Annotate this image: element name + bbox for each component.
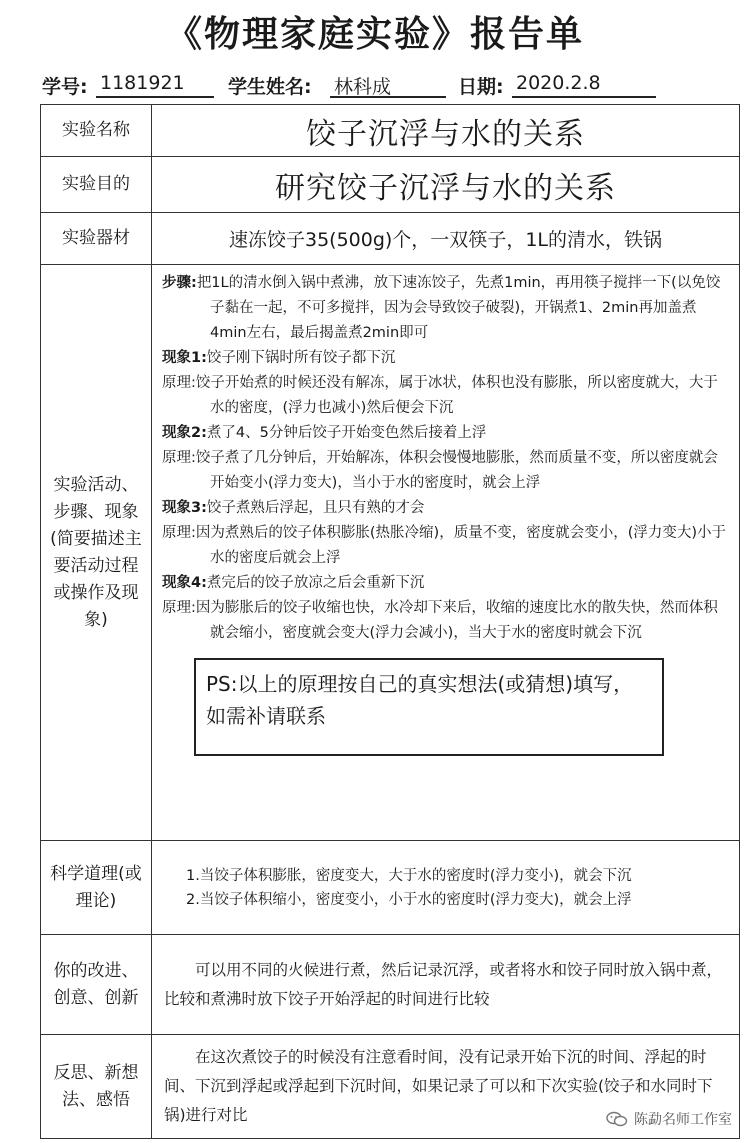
activity-content: [152, 265, 740, 841]
wechat-icon: [606, 1111, 628, 1127]
principle-text: 因为煮熟后的饺子体积膨胀(热胀冷缩)，质量不变，密度就会变小，(浮力变大)小于水的密度后就会上浮: [195, 525, 727, 566]
phenomenon-1: [162, 346, 729, 371]
row-experiment-purpose: [41, 157, 740, 213]
phenomenon-label: 现象1:: [162, 350, 207, 366]
theory-item: 2.当饺子体积缩小，密度变小，小于水的密度时(浮力变大)，就会上浮: [186, 891, 632, 908]
phenomenon-2: [162, 421, 729, 446]
label-activity: 实验活动、步骤、现象(简要描述主要活动过程或操作及现象): [41, 265, 152, 841]
label-experiment-name: 实验名称: [41, 105, 152, 157]
row-experiment-name: [41, 105, 740, 157]
phenomenon-text: 饺子刚下锅时所有饺子都下沉: [206, 350, 396, 366]
student-name-label: 学生姓名:: [228, 76, 312, 98]
equipment: 速冻饺子35(500g)个，一双筷子，1L的清水，铁锅: [152, 213, 740, 265]
theory-content: [152, 841, 740, 935]
principle-3: [162, 521, 729, 571]
phenomenon-label: 现象4:: [162, 575, 207, 591]
watermark-text: 陈勐名师工作室: [634, 1112, 732, 1128]
principle-label: 原理:: [162, 450, 196, 466]
principle-label: 原理:: [162, 525, 196, 541]
improvement-text: 可以用不同的火候进行煮，然后记录沉浮，或者将水和饺子同时放入锅中煮，比较和煮沸时放下饺子开始浮起的时间进行比较: [152, 935, 740, 1035]
steps-label: 步骤:: [162, 275, 197, 291]
row-activity: [41, 265, 740, 841]
student-id: 1181921: [96, 72, 214, 98]
steps: [162, 271, 729, 346]
phenomenon-4: [162, 571, 729, 596]
phenomenon-text: 煮了4、5分钟后饺子开始变色然后接着上浮: [206, 425, 487, 441]
label-experiment-purpose: 实验目的: [41, 157, 152, 213]
date-label: 日期:: [458, 76, 504, 98]
experiment-purpose: 研究饺子沉浮与水的关系: [152, 157, 740, 213]
label-equipment: 实验器材: [41, 213, 152, 265]
watermark: [606, 1109, 732, 1129]
principle-4: [162, 596, 729, 646]
phenomenon-3: [162, 496, 729, 521]
principle-text: 饺子煮了几分钟后，开始解冻，体积会慢慢地膨胀，然而质量不变，所以密度就会开始变小(浮力变大)，当小于水的密度时，就会上浮: [195, 450, 718, 491]
label-improvement: 你的改进、创意、创新: [41, 935, 152, 1035]
page-title: 《物理家庭实验》报告单: [165, 14, 584, 55]
experiment-name: 饺子沉浮与水的关系: [152, 105, 740, 157]
row-improvement: [41, 935, 740, 1035]
phenomenon-text: 煮完后的饺子放凉之后会重新下沉: [206, 575, 425, 591]
principle-text: 饺子开始煮的时候还没有解冻，属于冰状，体积也没有膨胀，所以密度就大，大于水的密度，(浮力也减小)然后便会下沉: [195, 375, 718, 416]
row-theory: [41, 841, 740, 935]
phenomenon-label: 现象2:: [162, 425, 207, 441]
principle-1: [162, 371, 729, 421]
phenomenon-label: 现象3:: [162, 500, 207, 516]
phenomenon-text: 饺子煮熟后浮起，且只有熟的才会: [206, 500, 425, 516]
principle-label: 原理:: [162, 600, 196, 616]
report-table: [40, 104, 740, 1139]
date: 2020.2.8: [512, 72, 656, 98]
student-name: 林科成: [330, 72, 446, 98]
principle-text: 因为膨胀后的饺子收缩也快，水冷却下来后，收缩的速度比水的散失快，然而体积就会缩小，密度就会变大(浮力会减小)，当大于水的密度时就会下沉: [195, 600, 718, 641]
label-theory: 科学道理(或理论): [41, 841, 152, 935]
principle-2: [162, 446, 729, 496]
ps-note-box: PS:以上的原理按自己的真实想法(或猜想)填写，如需补请联系: [194, 658, 664, 756]
steps-text: 把1L的清水倒入锅中煮沸，放下速冻饺子，先煮1min，再用筷子搅拌一下(以免饺子黏在一起，不可多搅拌，因为会导致饺子破裂)，开锅煮1、2min再加盖煮4min左右，最后揭盖煮2min即可: [196, 275, 721, 341]
theory-item: 1.当饺子体积膨胀，密度变大，大于水的密度时(浮力变小)，就会下沉: [186, 867, 632, 884]
row-equipment: [41, 213, 740, 265]
principle-label: 原理:: [162, 375, 196, 391]
reflection-text: 在这次煮饺子的时候没有注意看时间，没有记录开始下沉的时间、浮起的时间、下沉到浮起或浮起到下沉时间，如果记录了可以和下次实验(饺子和水同时下锅)进行对比: [152, 1035, 740, 1139]
label-reflection: 反思、新想法、感悟: [41, 1035, 152, 1139]
student-id-label: 学号:: [42, 76, 88, 98]
